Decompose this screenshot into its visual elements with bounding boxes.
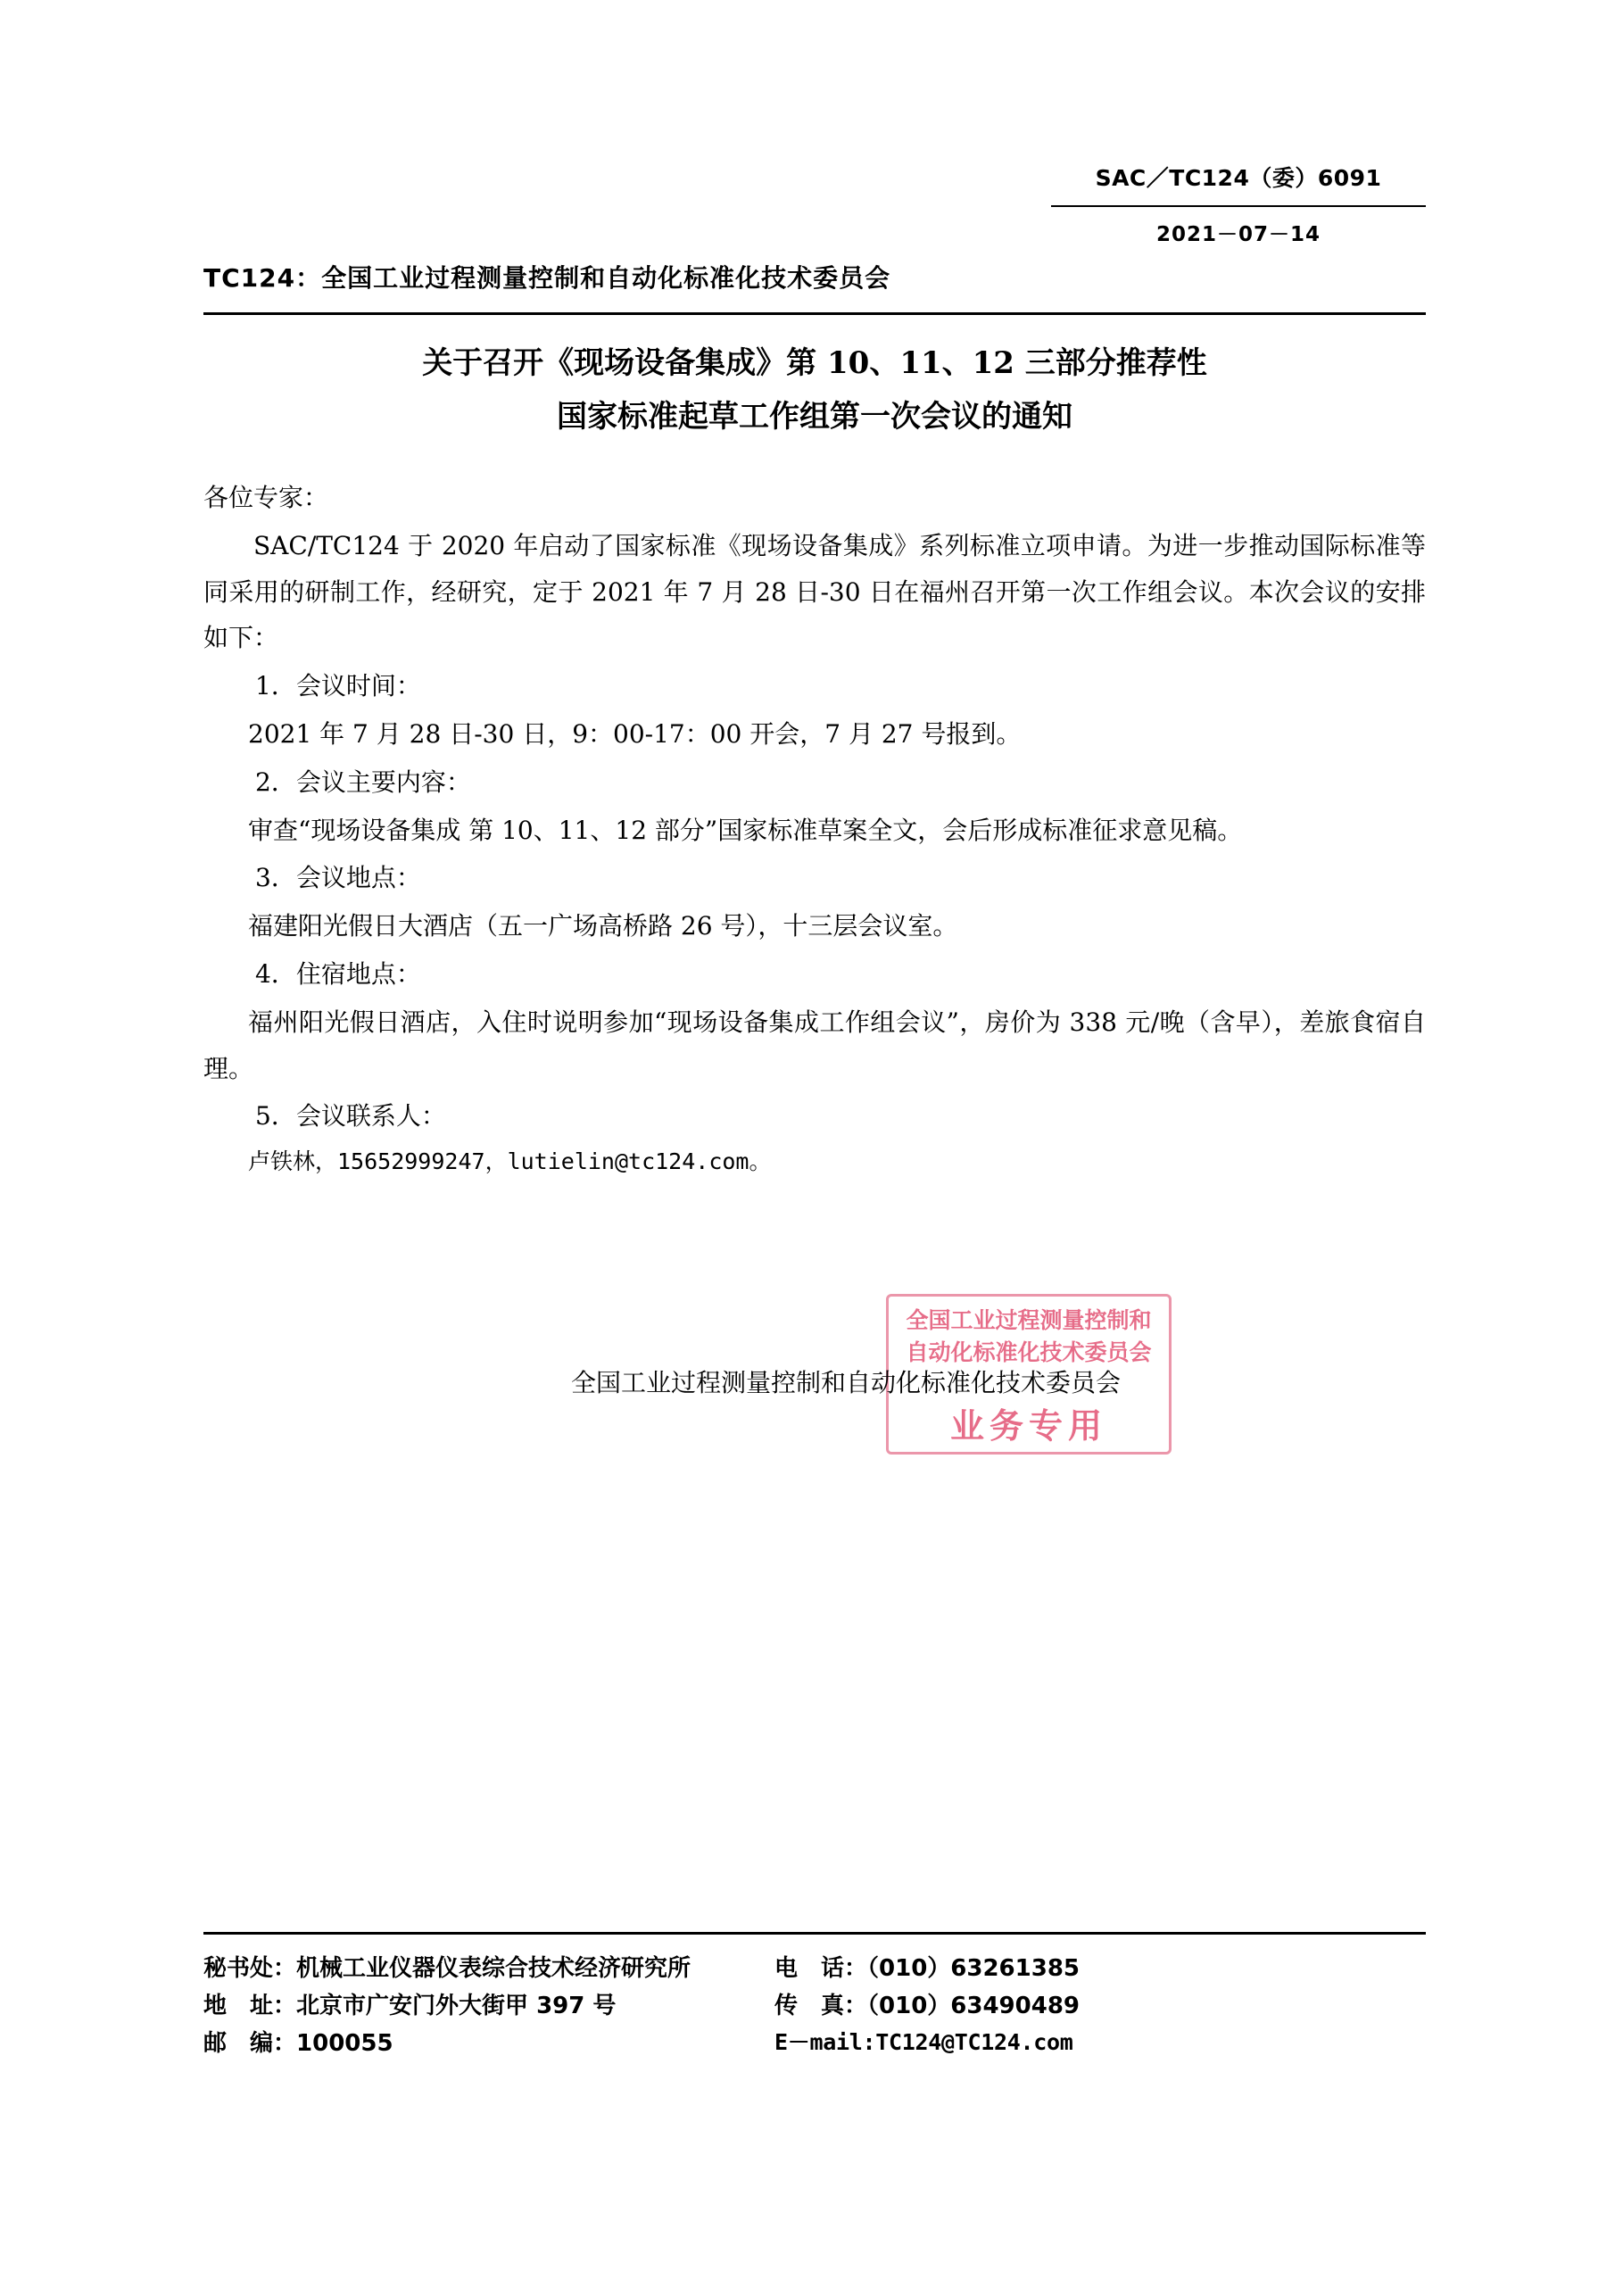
item-label-3: 3．会议地点：: [255, 863, 421, 893]
document-number-block: [1051, 161, 1426, 247]
footer-postcode: [203, 2025, 774, 2062]
document-footer: [203, 1950, 1426, 2062]
signature-line: 全国工业过程测量控制和自动化标准化技术委员会: [570, 1368, 1121, 1397]
footer-fax-value: （010）63490489: [867, 1993, 1081, 2020]
footer-email-label: E－mail:: [774, 2029, 876, 2056]
page-title: [203, 337, 1426, 443]
item-content-5: 卢铁林，15652999247，lutielin@tc124.com。: [248, 1148, 772, 1175]
footer-secretariat-label: 秘书处：: [203, 1955, 297, 1982]
document-sheet: [203, 134, 1426, 2159]
footer-address: [203, 1987, 774, 2025]
footer-address-label: 地 址：: [203, 1993, 297, 2020]
footer-postcode-label: 邮 编：: [203, 2030, 297, 2058]
footer-secretariat-value: 机械工业仪器仪表综合技术经济研究所: [296, 1955, 691, 1982]
committee-line: TC124：全国工业过程测量控制和自动化标准化技术委员会: [203, 263, 891, 293]
footer-email-value: TC124@TC124.com: [875, 2029, 1073, 2056]
item-content-4: 福州阳光假日酒店，入住时说明参加“现场设备集成工作组会议”，房价为 338 元/晚（含早），差旅食宿自理。: [203, 1007, 1426, 1083]
item-content-3: 福建阳光假日大酒店（五一广场高桥路 26 号），十三层会议室。: [248, 911, 958, 941]
footer-tel-value: （010）63261385: [867, 1955, 1081, 1982]
footer-divider: [203, 1932, 1426, 1935]
footer-email: [774, 2025, 1426, 2062]
document-number: SAC／TC124（委）6091: [1095, 165, 1382, 191]
seal-top-line-1: 全国工业过程测量控制和: [906, 1307, 1152, 1333]
seal-top-text: [877, 1305, 1180, 1370]
footer-tel-label: 电 话：: [774, 1955, 868, 1982]
footer-row-3: [203, 2025, 1426, 2062]
document-date: 2021－07－14: [1155, 223, 1321, 246]
item-content-1: 2021 年 7 月 28 日-30 日，9：00-17：00 开会，7 月 27 号报到。: [248, 718, 1022, 749]
footer-tel: [774, 1950, 1426, 1987]
footer-fax: [774, 1987, 1426, 2025]
item-label-2: 2．会议主要内容：: [255, 767, 471, 797]
item-content-2: 审查“现场设备集成 第 10、11、12 部分”国家标准草案全文，会后形成标准征求意见稿。: [248, 815, 1243, 845]
footer-fax-label: 传 真：: [774, 1993, 868, 2020]
item-label-5: 5．会议联系人：: [255, 1101, 446, 1131]
salutation: 各位专家：: [203, 483, 329, 512]
header-divider: [203, 312, 1426, 315]
footer-secretariat: [203, 1950, 774, 1987]
footer-address-value: 北京市广安门外大街甲 397 号: [296, 1993, 617, 2020]
seal-top-line-2: 自动化标准化技术委员会: [906, 1339, 1152, 1366]
footer-postcode-value: 100055: [296, 2030, 393, 2058]
intro-paragraph: SAC/TC124 于 2020 年启动了国家标准《现场设备集成》系列标准立项申请。为进一步推动国际标准等同采用的研制工作，经研究，定于 2021 年 7 月 28 日-30 日在福州召开第一次工作组会议。本次会议的安排如下：: [203, 530, 1426, 653]
footer-row-1: [203, 1950, 1426, 1987]
footer-row-2: [203, 1987, 1426, 2025]
document-body: [203, 475, 1426, 1184]
seal-bottom-text: 业务专用: [949, 1406, 1107, 1446]
page-title-line-2: 国家标准起草工作组第一次会议的通知: [557, 398, 1072, 435]
item-label-4: 4．住宿地点：: [255, 958, 421, 989]
item-label-1: 1．会议时间：: [255, 671, 421, 701]
page-title-line-1: 关于召开《现场设备集成》第 10、11、12 三部分推荐性: [422, 345, 1207, 381]
